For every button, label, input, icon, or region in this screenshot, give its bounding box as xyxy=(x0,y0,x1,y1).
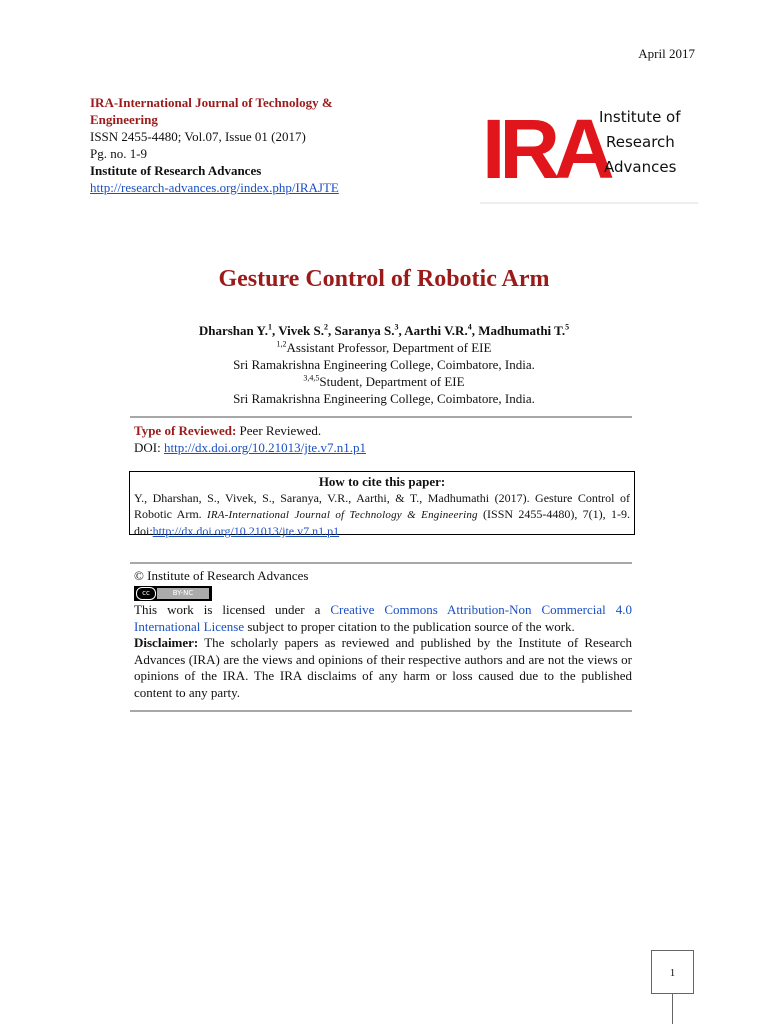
license-text: This work is licensed under a Creative Commons Attribution-Non Commercial 4.0 International License subject to proper citation to the publication source of the work. xyxy=(134,602,632,634)
affiliation-role-2: $^{3,4,5}$Student, Department of EIE xyxy=(303,373,465,389)
divider-middle xyxy=(130,562,632,564)
author-list: Dharshan Y.$^1$, Vivek S.$^2$, Saranya S.$^3$, Aarthi V.R.$^4$, Madhumathi T.$^5$ xyxy=(198,322,570,338)
author-sup: 1 xyxy=(267,322,272,332)
ira-logo-line1: Institute of xyxy=(599,108,681,126)
page-number: 1 xyxy=(651,950,694,994)
affiliation-college-1: Sri Ramakrishna Engineering College, Coimbatore, India. xyxy=(233,357,535,372)
ira-logo-line3: Advances xyxy=(604,158,677,176)
author-sup: 4 xyxy=(467,322,472,332)
copyright-line: © Institute of Research Advances xyxy=(134,568,309,583)
review-info xyxy=(134,422,366,456)
author-name: Aarthi V.R. xyxy=(404,323,468,338)
citation-journal: IRA-International Journal of Technology & Engineering xyxy=(206,509,478,521)
review-type xyxy=(134,422,366,439)
author-sup: 2 xyxy=(323,322,328,332)
license-link[interactable]: Creative Commons Attribution-Non Commercial 4.0 International License xyxy=(134,602,632,634)
review-type-value: Peer Reviewed. xyxy=(236,423,322,438)
journal-name: IRA-International Journal of Technology & Engineering xyxy=(90,95,333,127)
author-block xyxy=(0,322,768,407)
ira-logo-line2: Research xyxy=(606,133,675,151)
author-name: Madhumathi T. xyxy=(478,323,566,338)
review-type-label: Type of Reviewed: xyxy=(134,423,237,438)
divider-top xyxy=(130,416,632,418)
journal-pages: Pg. no. 1-9 xyxy=(90,146,148,161)
journal-publisher: Institute of Research Advances xyxy=(90,163,262,178)
cc-by-nc-badge-icon[interactable] xyxy=(134,586,212,601)
affiliation-sup-2: 3,4,5 xyxy=(303,373,320,383)
author-sup: 3 xyxy=(394,322,399,332)
doi-line xyxy=(134,439,366,456)
affiliation-sup-1: 1,2 xyxy=(276,339,287,349)
affiliation-role-1: $^{1,2}$Assistant Professor, Department of EIE xyxy=(276,339,492,355)
license-block xyxy=(134,568,632,702)
divider-bottom xyxy=(130,710,632,712)
paper-title: Gesture Control of Robotic Arm xyxy=(218,266,550,292)
author-name: Saranya S. xyxy=(334,323,395,338)
cc-icon: cc xyxy=(136,587,156,600)
citation-box xyxy=(129,471,635,538)
page-number-line xyxy=(672,994,673,1024)
disclaimer-text: Disclaimer: The scholarly papers as reviewed and published by the Institute of Research Advances (IRA) are the views and opinions of their respective authors and are not the views or opinions of the IRA. The IRA disclaims of any harm or loss caused due to the published content to any party. xyxy=(134,635,632,701)
publication-date: April 2017 xyxy=(638,46,695,61)
logo-divider xyxy=(480,202,698,204)
disclaimer-label: Disclaimer: xyxy=(134,635,199,651)
doi-label: DOI: xyxy=(134,440,164,455)
author-sup: 5 xyxy=(565,322,570,332)
author-name: Vivek S. xyxy=(278,323,324,338)
doi-link[interactable]: http://dx.doi.org/10.21013/jte.v7.n1.p1 xyxy=(163,440,366,455)
citation-doi-link[interactable]: http://dx.doi.org/10.21013/jte.v7.n1.p1 xyxy=(152,524,340,538)
journal-issn: ISSN 2455-4480; Vol.07, Issue 01 (2017) xyxy=(90,129,306,144)
citation-heading: How to cite this paper: xyxy=(318,474,446,489)
citation-text: Y., Dharshan, S., Vivek, S., Saranya, V.R., Aarthi, & T., Madhumathi (2017). Gesture Control of Robotic Arm. IRA-International Journal of Technology & Engineering (ISSN 2455-4480), 7(1), 1-9. doi:http://dx.doi.org/10.21013/jte.v7.n1.p1 xyxy=(134,491,630,538)
by-nc-label: BY-NC xyxy=(157,588,209,599)
journal-url-link[interactable]: http://research-advances.org/index.php/IRAJTE xyxy=(90,180,339,195)
ira-logo-letters: IRA xyxy=(482,104,609,196)
affiliation-college-2: Sri Ramakrishna Engineering College, Coimbatore, India. xyxy=(233,391,535,406)
journal-info xyxy=(90,94,390,196)
author-name: Dharshan Y. xyxy=(198,323,268,338)
ira-logo xyxy=(482,104,696,200)
